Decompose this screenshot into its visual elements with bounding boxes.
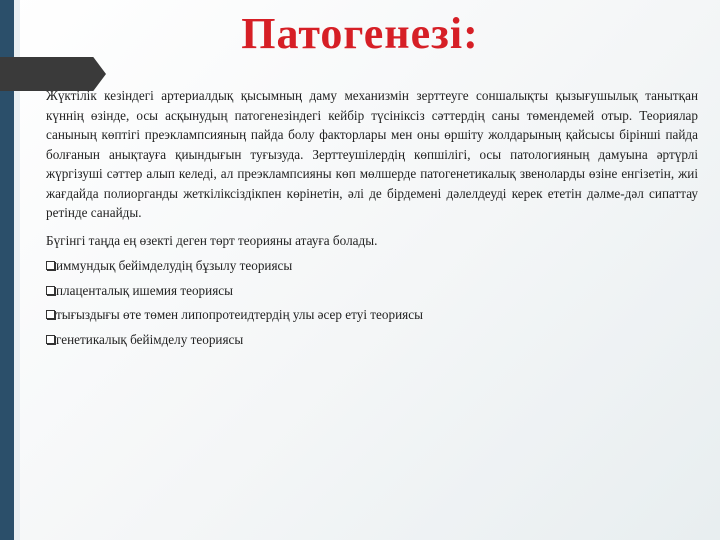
checkbox-bullet-icon (46, 261, 55, 270)
slide-title: Патогенезі: (241, 9, 479, 58)
list-item (46, 256, 698, 276)
list-item (46, 330, 698, 350)
theory-list (46, 256, 698, 349)
list-item-text: плаценталық ишемия теориясы (56, 282, 233, 298)
main-paragraph: Жүктілік кезіндегі артериалдық қысымның даму механизмін зерттеуге соншалықты қызығушылық танытқан күннің өзінде, осы асқынудың патогенезіндегі кейбір түсініксіз сәттердің саны төмендемей отыр. Теориялар санының көптігі преэклампсияның пайда болу факторлары мен оны өршіту жолдарының қайсысы бірінші пайда болғанын анықтауға қиындығын туғызуда. Зерттеушілердің көпшілігі, осы патологияның дамуына әртүрлі жүргізуші сәттер алып келеді, ал преэклампсияны көп мөлшерде патогенетикалық звеноларды өзіне енгізетін, жиі жағдайда полиорганды жеткіліксіздікпен көрінетін, әлі де бірдемені дәлелдеуді керек ететін дәлме-дәл сипаттау ретінде санайды. (46, 88, 698, 220)
checkbox-bullet-icon (46, 335, 55, 344)
intro-line: Бүгінгі таңда ең өзекті деген төрт теорияны атауға болады. (46, 232, 378, 248)
slide-content (46, 86, 698, 354)
list-item-text: иммундық бейімделудің бұзылу теориясы (56, 258, 293, 273)
list-item-text: генетикалық бейімделу теориясы (56, 331, 244, 347)
list-item (46, 281, 698, 301)
list-item (46, 305, 698, 325)
list-item-text: тығыздығы өте төмен липопротеидтердің улы әсер етуі теориясы (56, 307, 423, 322)
checkbox-bullet-icon (46, 310, 55, 319)
checkbox-bullet-icon (46, 286, 55, 295)
